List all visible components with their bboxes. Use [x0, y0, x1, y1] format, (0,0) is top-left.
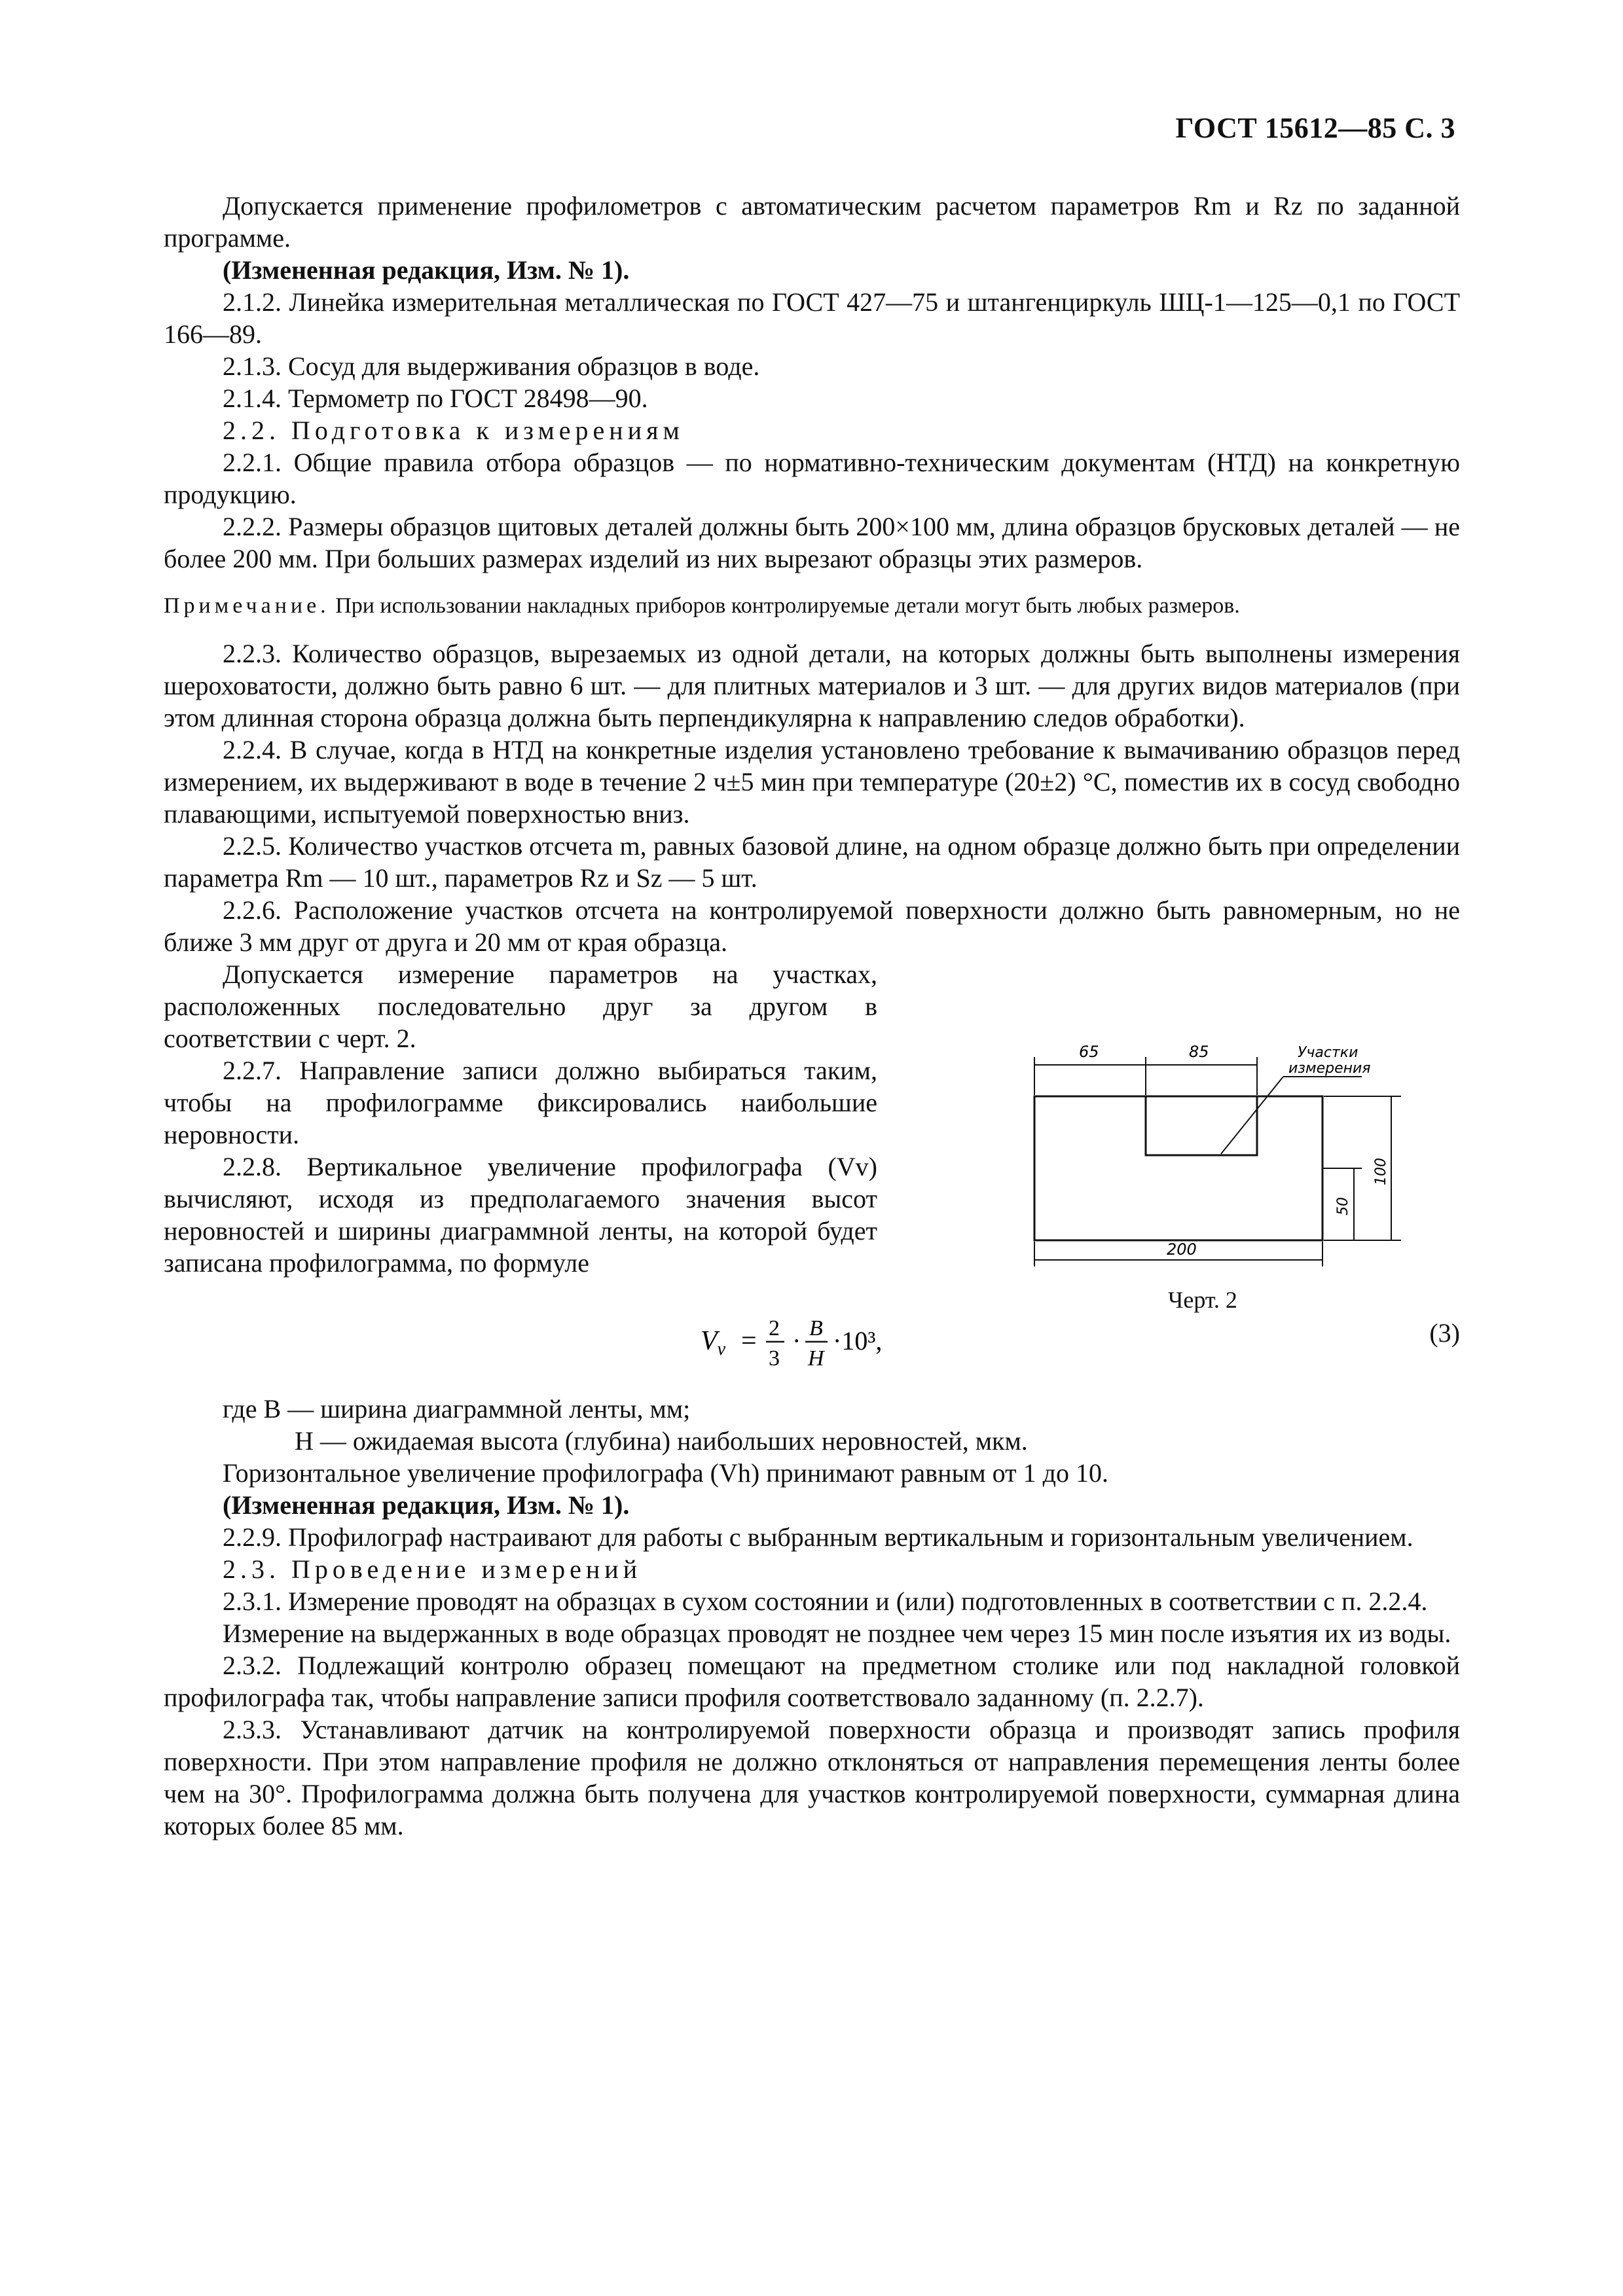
amendment-note: (Измененная редакция, Изм. № 1). [223, 1490, 630, 1520]
paragraph: 2.1.4. Термометр по ГОСТ 28498—90. [223, 384, 648, 413]
sample-outline [1034, 1096, 1322, 1240]
paragraph: 2.2.1. Общие правила отбора образцов — по нормативно-техническим документам (НТД) на конкретную продукцию. [164, 448, 1460, 509]
paragraph: 2.2.9. Профилограф настраивают для работы с выбранным вертикальным и горизонтальным увеличением. [223, 1522, 1413, 1552]
paragraph: 2.3.2. Подлежащий контролю образец помещают на предметном столике или под накладной головкой профилографа так, чтобы направление записи профиля соответствовало заданному (п. 2.2.7). [164, 1651, 1460, 1712]
section-heading: 2.3. Проведение измерений [223, 1554, 642, 1584]
section-heading: 2.2. Подготовка к измерениям [223, 416, 684, 445]
figure-caption: Черт. 2 [1168, 1287, 1237, 1313]
formula-eq: = [741, 1326, 757, 1356]
dimension-label-85: 85 [1189, 1043, 1209, 1061]
paragraph: 2.2.4. В случае, когда в НТД на конкретные изделия установлено требование к вымачиванию образцов перед измерением, их выдерживают в воде в течение 2 ч±5 мин при температуре (20±2) °С, поместив их в сосуд свободно плавающими, испытуемой поверхностью вниз. [164, 735, 1460, 829]
paragraph: 2.1.3. Сосуд для выдерживания образцов в воде. [223, 351, 760, 381]
amendment-note: (Измененная редакция, Изм. № 1). [223, 255, 630, 285]
formula-den2: H [808, 1346, 824, 1371]
paragraph: Горизонтальное увеличение профилографа (Vh) принимают равным от 1 до 10. [223, 1458, 1108, 1488]
page-header: ГОСТ 15612—85 С. 3 [1175, 112, 1455, 144]
paragraph: 2.3.3. Устанавливают датчик на контролируемой поверхности образца и производят запись профиля поверхности. При этом направление профиля не должно отклоняться от направления перемещения ленты более чем на 30°. Профилограмма должна быть получена для участков контролируемой поверхности, суммарная длина которых более 85 мм. [164, 1715, 1460, 1840]
paragraph: Допускается применение профилометров с автоматическим расчетом параметров Rm и Rz по заданной программе. [164, 191, 1460, 253]
formula-num2: B [809, 1316, 823, 1340]
equation-number: (3) [1429, 1318, 1460, 1348]
paragraph: 2.2.6. Расположение участков отсчета на контролируемой поверхности должно быть равномерным, но не ближе 3 мм друг от друга и 20 мм от края образца. [164, 895, 1460, 957]
note-text: При использовании накладных приборов контролируемые детали могут быть любых размеров. [329, 594, 1240, 618]
formula-dot: · [792, 1326, 801, 1355]
paragraph: Измерение на выдержанных в воде образцах проводят не позднее чем через 15 мин после изъятия их из воды. [223, 1619, 1451, 1648]
formula-num1: 2 [769, 1316, 780, 1340]
paragraph: 2.1.2. Линейка измерительная металлическая по ГОСТ 427—75 и штангенциркуль ШЦ-1—125—0,1 по ГОСТ 166—89. [164, 287, 1460, 349]
paragraph: 2.3.1. Измерение проводят на образцах в сухом состоянии и (или) подготовленных в соответствии с п. 2.2.4. [223, 1587, 1428, 1616]
technical-drawing [995, 1024, 1467, 1299]
paragraph: 2.2.8. Вертикальное увеличение профилографа (Vv) вычисляют, исходя из предполагаемого значения высот неровностей и ширины диаграммной ленты, на которой будет записана профилограмма, по формуле [164, 1152, 877, 1278]
area-label-line1: Участки [1298, 1045, 1359, 1061]
dimension-label-100: 100 [1373, 1158, 1389, 1185]
formula-legend: H — ожидаемая высота (глубина) наибольших неровностей, мкм. [295, 1426, 1028, 1456]
measurement-area [1146, 1096, 1257, 1155]
formula-graphic [701, 1297, 976, 1382]
paragraph: Допускается измерение параметров на участках, расположенных последовательно друг за другом в соответствии с черт. 2. [164, 960, 877, 1053]
formula-factor: ·10³, [833, 1326, 883, 1355]
dimension-label-65: 65 [1079, 1043, 1099, 1061]
document-body [164, 190, 1460, 1842]
note [164, 592, 1460, 620]
formula-legend: где B — ширина диаграммной ленты, мм; [223, 1394, 691, 1424]
formula-den1: 3 [769, 1346, 780, 1371]
formula-lhs: Vv [701, 1326, 726, 1359]
dimension-label-200: 200 [1167, 1240, 1197, 1259]
formula [701, 1297, 976, 1390]
paragraph: 2.2.2. Размеры образцов щитовых деталей должны быть 200×100 мм, длина образцов брусковых деталей — не более 200 мм. При больших размерах изделий из них вырезают образцы этих размеров. [164, 512, 1460, 573]
leader-line [1221, 1077, 1283, 1154]
dimension-label-50: 50 [1335, 1197, 1351, 1215]
paragraph: 2.2.5. Количество участков отсчета m, равных базовой длине, на одном образце должно быть при определении параметра Rm — 10 шт., параметров Rz и Sz — 5 шт. [164, 831, 1460, 893]
area-label-line2: измерения [1288, 1060, 1371, 1077]
paragraph: 2.2.7. Направление записи должно выбираться таким, чтобы на профилограмме фиксировались наибольшие неровности. [164, 1056, 877, 1149]
paragraph: 2.2.3. Количество образцов, вырезаемых из одной детали, на которых должны быть выполнены измерения шероховатости, должно быть равно 6 шт. — для плитных материалов и 3 шт. — для других видов материалов (при этом длинная сторона образца должна быть перпендикулярна к направлению следов обработки). [164, 639, 1460, 732]
note-label: Примечание. [164, 594, 330, 618]
